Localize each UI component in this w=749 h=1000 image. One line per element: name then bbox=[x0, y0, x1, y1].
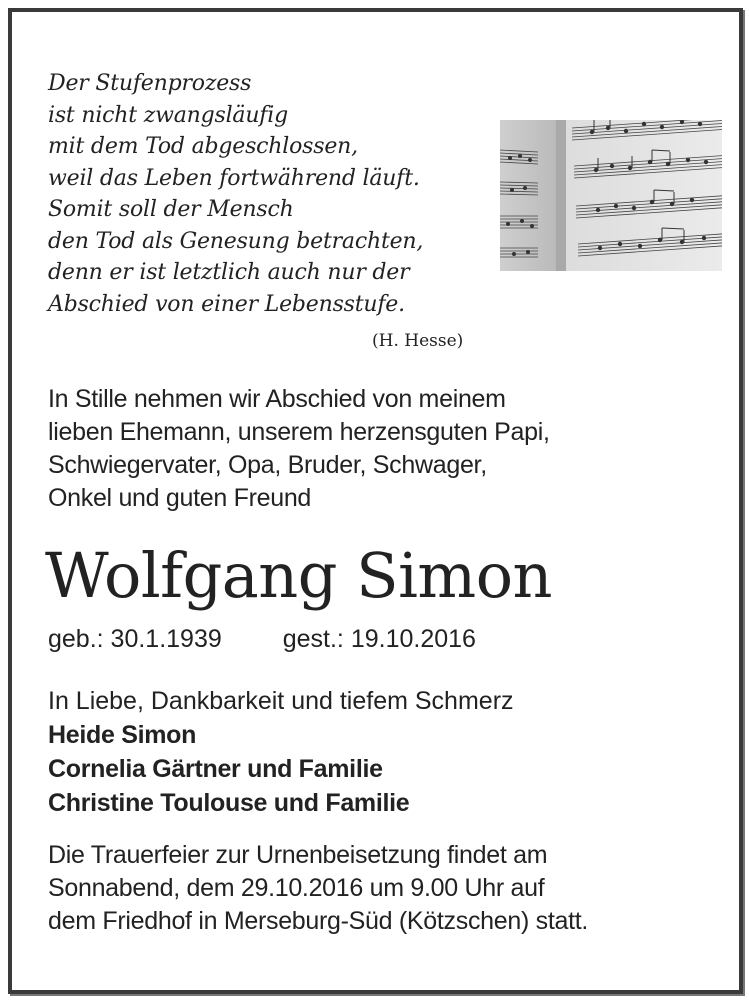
birth-date: geb.: 30.1.1939 bbox=[48, 625, 222, 653]
poem-line: Somit soll der Mensch bbox=[48, 197, 294, 222]
deceased-name: Wolfgang Simon bbox=[45, 539, 552, 612]
mourner-name: Heide Simon bbox=[48, 721, 197, 749]
mourners-block bbox=[48, 684, 514, 820]
poem-line: ist nicht zwangsläufig bbox=[48, 102, 288, 128]
poem-quote bbox=[48, 68, 488, 320]
intro-line: lieben Ehemann, unserem herzensguten Papi, bbox=[48, 418, 550, 446]
ceremony-info bbox=[48, 839, 588, 938]
ceremony-line: Sonnabend, dem 29.10.2016 um 9.00 Uhr auf bbox=[48, 874, 545, 902]
death-date: gest.: 19.10.2016 bbox=[282, 625, 476, 653]
intro-line: In Stille nehmen wir Abschied von meinem bbox=[48, 385, 506, 413]
ceremony-line: dem Friedhof in Merseburg-Süd (Kötzschen) statt. bbox=[48, 907, 589, 935]
life-dates bbox=[48, 625, 476, 654]
poem-line: mit dem Tod abgeschlossen, bbox=[48, 134, 358, 159]
poem-line: Abschied von einer Lebensstufe. bbox=[48, 291, 405, 317]
poem-line: den Tod als Genesung betrachten, bbox=[48, 228, 424, 254]
mourner-name: Christine Toulouse und Familie bbox=[48, 789, 410, 817]
mourners-intro: In Liebe, Dankbarkeit und tiefem Schmerz bbox=[48, 687, 514, 715]
poem-line: Der Stufenprozess bbox=[48, 71, 252, 96]
poem-author: (H. Hesse) bbox=[372, 331, 464, 351]
intro-text bbox=[48, 383, 550, 515]
poem-line: weil das Leben fortwährend läuft. bbox=[48, 165, 420, 191]
mourner-name: Cornelia Gärtner und Familie bbox=[48, 755, 383, 783]
poem-line: denn er ist letztlich auch nur der bbox=[48, 260, 410, 285]
intro-line: Schwiegervater, Opa, Bruder, Schwager, bbox=[48, 451, 487, 479]
ceremony-line: Die Trauerfeier zur Urnenbeisetzung findet am bbox=[48, 841, 548, 869]
sheet-music-photo bbox=[500, 120, 722, 271]
intro-line: Onkel und guten Freund bbox=[48, 484, 312, 512]
